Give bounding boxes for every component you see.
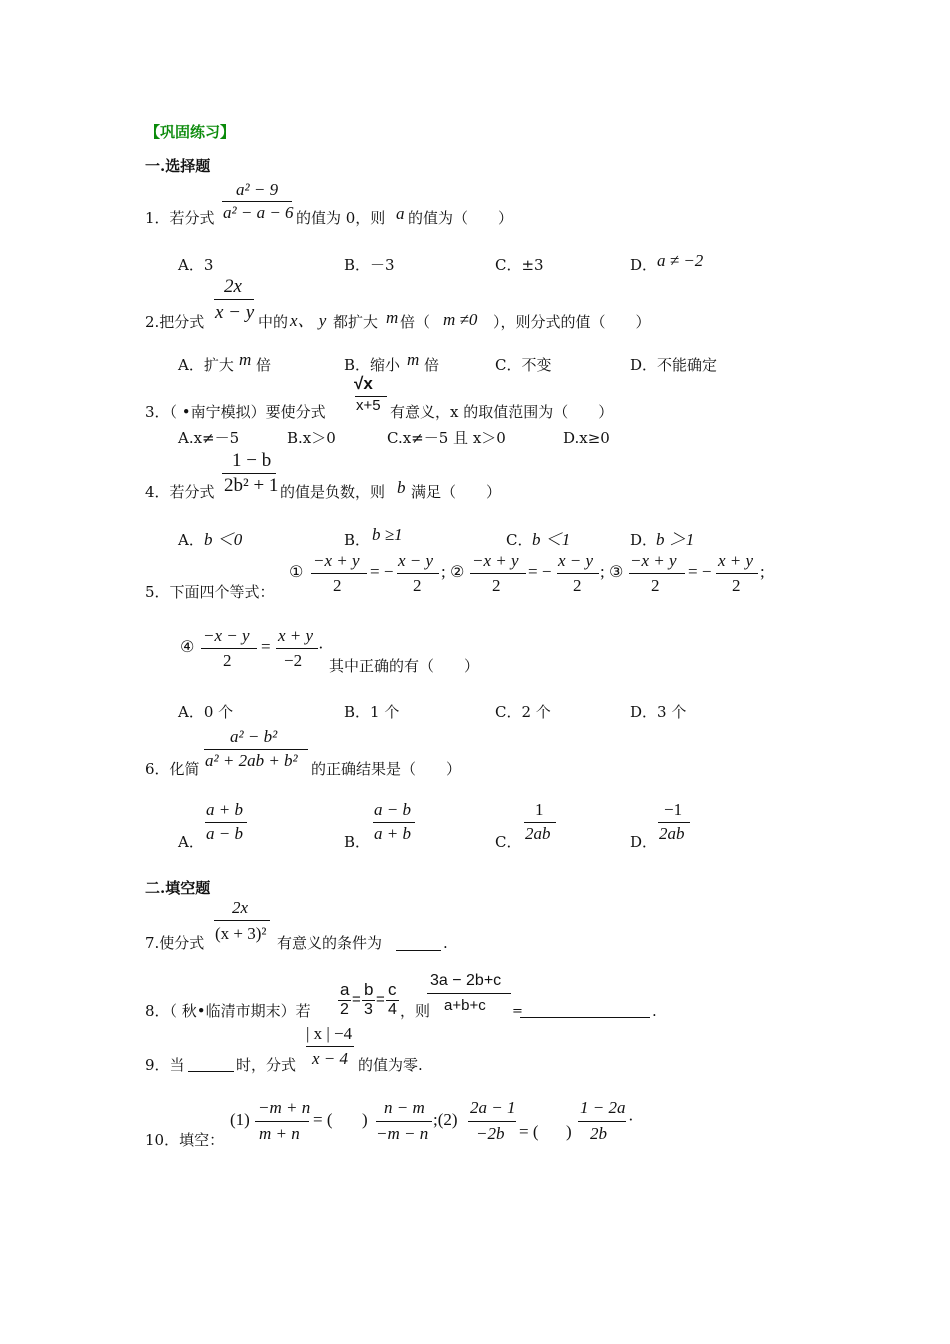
q4-var: b (397, 478, 406, 497)
q8-end: . (652, 1002, 657, 1020)
q6-option-b-den: a + b (374, 824, 411, 843)
q4-option-c-value: b ＜1 (532, 530, 571, 549)
q5-text-rest: 其中正确的有（ ） (329, 657, 480, 675)
q10-f3-bar (468, 1121, 516, 1122)
q2-option-b-suffix: 倍 (424, 356, 440, 374)
part2-heading: 二.填空题 (145, 879, 211, 897)
q2-frac-bar (214, 299, 254, 300)
q2-cond: m ≠0 (443, 310, 478, 329)
q5-eq3-eq: = − (688, 562, 712, 581)
q6-frac-bar (204, 749, 308, 750)
part1-heading: 一.选择题 (145, 157, 211, 175)
q6-option-a-num: a + b (206, 800, 243, 819)
q6-text-rest: 的正确结果是（ ） (311, 760, 462, 778)
q10-close2: ) (566, 1122, 572, 1141)
q8-frac-bar (427, 993, 511, 994)
q1-frac-den: a² − a − 6 (223, 203, 294, 222)
q3-option-d: D.x≥0 (563, 429, 610, 447)
q6-option-c: C． (495, 833, 522, 851)
q4-option-d: D． (630, 531, 658, 549)
q5-eq3-marker: ③ (609, 562, 624, 581)
q1-option-d-label: D． (630, 256, 658, 274)
q7-end: . (443, 934, 448, 952)
q10-f4-num: 1 − 2a (580, 1098, 626, 1117)
q10-part2-label: ;(2) (433, 1110, 458, 1129)
q4-option-a-value: b ＜0 (204, 530, 243, 549)
q3-option-c: C.x≠－5 且 x＞0 (387, 429, 506, 447)
q1-frac-num: a² − 9 (236, 180, 279, 199)
q5-eq3-lbar (629, 573, 685, 574)
q5-eq4-lbar (201, 648, 257, 649)
q10-end: · (628, 1110, 634, 1129)
q2-option-a-suffix: 倍 (256, 356, 272, 374)
q9-answer-blank[interactable] (188, 1057, 234, 1072)
q8-eq1: = (352, 991, 361, 1008)
q5-eq1-rden: 2 (413, 576, 422, 595)
q4-number: 4．若分式 (145, 483, 215, 501)
q2-text-mid3: 倍（ (400, 313, 431, 331)
q2-frac-den: x − y (215, 302, 255, 323)
q6-option-b-num: a − b (374, 800, 411, 819)
q8-frac-num: 3a − 2b+c (430, 972, 502, 989)
q7-answer-blank[interactable] (396, 935, 441, 951)
q7-frac-bar (214, 920, 270, 921)
q10-f1-num: −m + n (258, 1098, 311, 1117)
q2-option-b-m: m (407, 350, 420, 369)
q5-eq2-marker: ② (450, 562, 465, 581)
q3-option-a: A.x≠－5 (178, 429, 240, 447)
q5-eq2-lden: 2 (492, 576, 501, 595)
q4-option-d-value: b ＞1 (656, 530, 695, 549)
q5-eq2-lbar (470, 573, 526, 574)
q5-eq4-lnum: −x − y (203, 626, 250, 645)
q9-frac-bar (306, 1046, 354, 1047)
q5-option-c: C．2 个 (495, 703, 551, 721)
q9-frac-num: | x | −4 (306, 1024, 353, 1043)
q5-eq2-eq: = − (528, 562, 552, 581)
q2-option-a-m: m (239, 350, 252, 369)
q4-option-a: A． (178, 531, 204, 549)
q5-eq1-rbar (397, 573, 439, 574)
q4-frac-den: 2b² + 1 (224, 475, 279, 496)
q8-ratio1-num: a (340, 980, 350, 999)
q9-frac-den: x − 4 (312, 1049, 349, 1068)
q10-close1: ) (362, 1110, 368, 1129)
q2-frac-num: 2x (224, 276, 242, 297)
q4-text-a: 的值是负数，则 (280, 483, 386, 501)
q5-eq1-lnum: −x + y (313, 551, 360, 570)
q10-number: 10．填空： (145, 1131, 225, 1149)
q1-option-a: A．3 (178, 256, 214, 274)
q10-f1-bar (255, 1121, 309, 1122)
q6-option-d: D． (630, 833, 658, 851)
q2-vars: x、 y (290, 311, 327, 330)
q6-option-a-bar (205, 822, 247, 823)
q8-frac-den: a+b+c (444, 997, 486, 1014)
q6-option-c-num: 1 (535, 800, 544, 819)
q10-eq1: = ( (313, 1110, 333, 1129)
q4-option-b-value: b ≥1 (372, 525, 403, 544)
q2-option-b: B．缩小 (344, 356, 401, 374)
q9-text-mid: 时，分式 (236, 1056, 297, 1074)
q1-number: 1．若分式 (145, 209, 215, 227)
q5-eq3-rbar (716, 573, 758, 574)
q7-frac-num: 2x (232, 898, 249, 917)
q1-frac-bar (222, 201, 292, 202)
q2-text-mid2: 都扩大 (333, 313, 379, 331)
q7-frac-den: (x + 3)² (215, 924, 267, 943)
q6-option-d-num: −1 (664, 800, 683, 819)
q4-text-b: 满足（ ） (411, 483, 502, 501)
q5-eq3-rden: 2 (732, 576, 741, 595)
q6-frac-num: a² − b² (230, 727, 278, 746)
q5-eq4-rden: −2 (284, 651, 303, 670)
q5-eq4-rbar (276, 648, 318, 649)
q5-eq1-eq: = − (370, 562, 394, 581)
q5-eq2-rbar (557, 573, 599, 574)
q6-option-a-den: a − b (206, 824, 243, 843)
q9-number: 9．当 (145, 1056, 185, 1074)
q9-text-rest: 的值为零. (358, 1056, 423, 1074)
q8-ratio2-den: 3 (364, 1001, 373, 1018)
q6-option-c-den: 2ab (525, 824, 551, 843)
q10-f2-bar (376, 1121, 432, 1122)
q5-eq3-rnum: x + y (718, 551, 754, 570)
q5-eq3-lden: 2 (651, 576, 660, 595)
q5-eq1-marker: ① (289, 562, 304, 581)
q5-eq4-eq: = (261, 637, 271, 656)
q1-option-b: B．－3 (344, 256, 395, 274)
q10-part1-label: (1) (230, 1110, 250, 1129)
q2-m: m (386, 308, 399, 327)
q6-number: 6．化简 (145, 760, 200, 778)
q5-eq1-rnum: x − y (398, 551, 434, 570)
q3-frac-num: √x (354, 374, 373, 393)
q10-f3-den: −2b (476, 1124, 505, 1143)
q1-option-d-value: a ≠ −2 (657, 251, 704, 270)
q5-eq4-rnum: x + y (278, 626, 314, 645)
q8-answer-blank[interactable] (520, 1003, 650, 1018)
q2-text-mid: 中的 (258, 313, 289, 331)
q5-eq2-rden: 2 (573, 576, 582, 595)
section-title: 【巩固练习】 (145, 123, 236, 141)
q5-option-a: A．0 个 (178, 703, 234, 721)
q6-option-a: A． (178, 833, 204, 851)
q6-option-b: B． (344, 833, 371, 851)
q8-ratio2-num: b (364, 980, 374, 999)
q2-option-c: C．不变 (495, 356, 552, 374)
q2-option-d: D．不能确定 (630, 356, 718, 374)
q8-eq: = (512, 1004, 523, 1019)
q6-option-d-den: 2ab (659, 824, 685, 843)
q5-eq1-sep: ; (441, 562, 446, 581)
q1-option-c: C．±3 (495, 256, 544, 274)
q5-eq2-rnum: x − y (558, 551, 594, 570)
q5-eq2-sep: ; (600, 562, 605, 581)
q2-number: 2.把分式 (145, 313, 205, 331)
q6-option-b-bar (373, 822, 415, 823)
q8-eq2: = (376, 991, 385, 1008)
q1-var: a (396, 204, 405, 223)
q8-text-mid: ，则 (400, 1002, 431, 1020)
q5-eq1-lbar (311, 573, 367, 574)
q8-text: 8．（ 秋•临清市期末）若 (145, 1002, 311, 1020)
q5-text: 5．下面四个等式： (145, 583, 275, 601)
q2-text-rest: ），则分式的值（ ） (493, 313, 651, 331)
q3-option-b: B.x＞0 (287, 429, 336, 447)
q4-option-c: C． (506, 531, 533, 549)
q10-f2-den: −m − n (376, 1124, 429, 1143)
q5-eq4-marker: ④ (180, 637, 195, 656)
q10-f1-den: m + n (259, 1124, 300, 1143)
q6-frac-den: a² + 2ab + b² (205, 751, 298, 770)
q5-eq4-sep: · (318, 638, 324, 657)
q8-ratio3-den: 4 (388, 1001, 397, 1018)
q6-option-c-bar (524, 822, 556, 823)
q6-option-d-bar (658, 822, 690, 823)
q5-option-b: B．1 个 (344, 703, 400, 721)
q4-frac-num: 1 − b (232, 450, 272, 471)
q1-text-a: 的值为 0，则 (296, 209, 386, 227)
q5-eq3-lnum: −x + y (630, 551, 677, 570)
q10-f4-bar (578, 1121, 626, 1122)
q3-text-rest: 有意义，x 的取值范围为（ ） (390, 403, 614, 421)
q5-eq1-lden: 2 (333, 576, 342, 595)
q7-number: 7.使分式 (145, 934, 205, 952)
q7-text-rest: 有意义的条件为 (277, 934, 383, 952)
q3-frac-den: x+5 (356, 397, 381, 414)
q2-option-a: A．扩大 (178, 356, 234, 374)
q5-option-d: D．3 个 (630, 703, 687, 721)
q5-eq2-lnum: −x + y (472, 551, 519, 570)
q3-text: 3．（ •南宁模拟）要使分式 (145, 403, 326, 421)
q1-text-b: 的值为（ ） (408, 209, 514, 227)
q10-eq2: = ( (519, 1122, 539, 1141)
q8-ratio3-num: c (388, 980, 397, 999)
q8-ratio1-den: 2 (340, 1001, 349, 1018)
q5-eq3-sep: ; (760, 562, 765, 581)
q10-f3-num: 2a − 1 (470, 1098, 516, 1117)
q4-option-b: B． (344, 531, 371, 549)
q4-frac-bar (222, 473, 276, 474)
q10-f2-num: n − m (384, 1098, 425, 1117)
q5-eq4-lden: 2 (223, 651, 232, 670)
q10-f4-den: 2b (590, 1124, 607, 1143)
